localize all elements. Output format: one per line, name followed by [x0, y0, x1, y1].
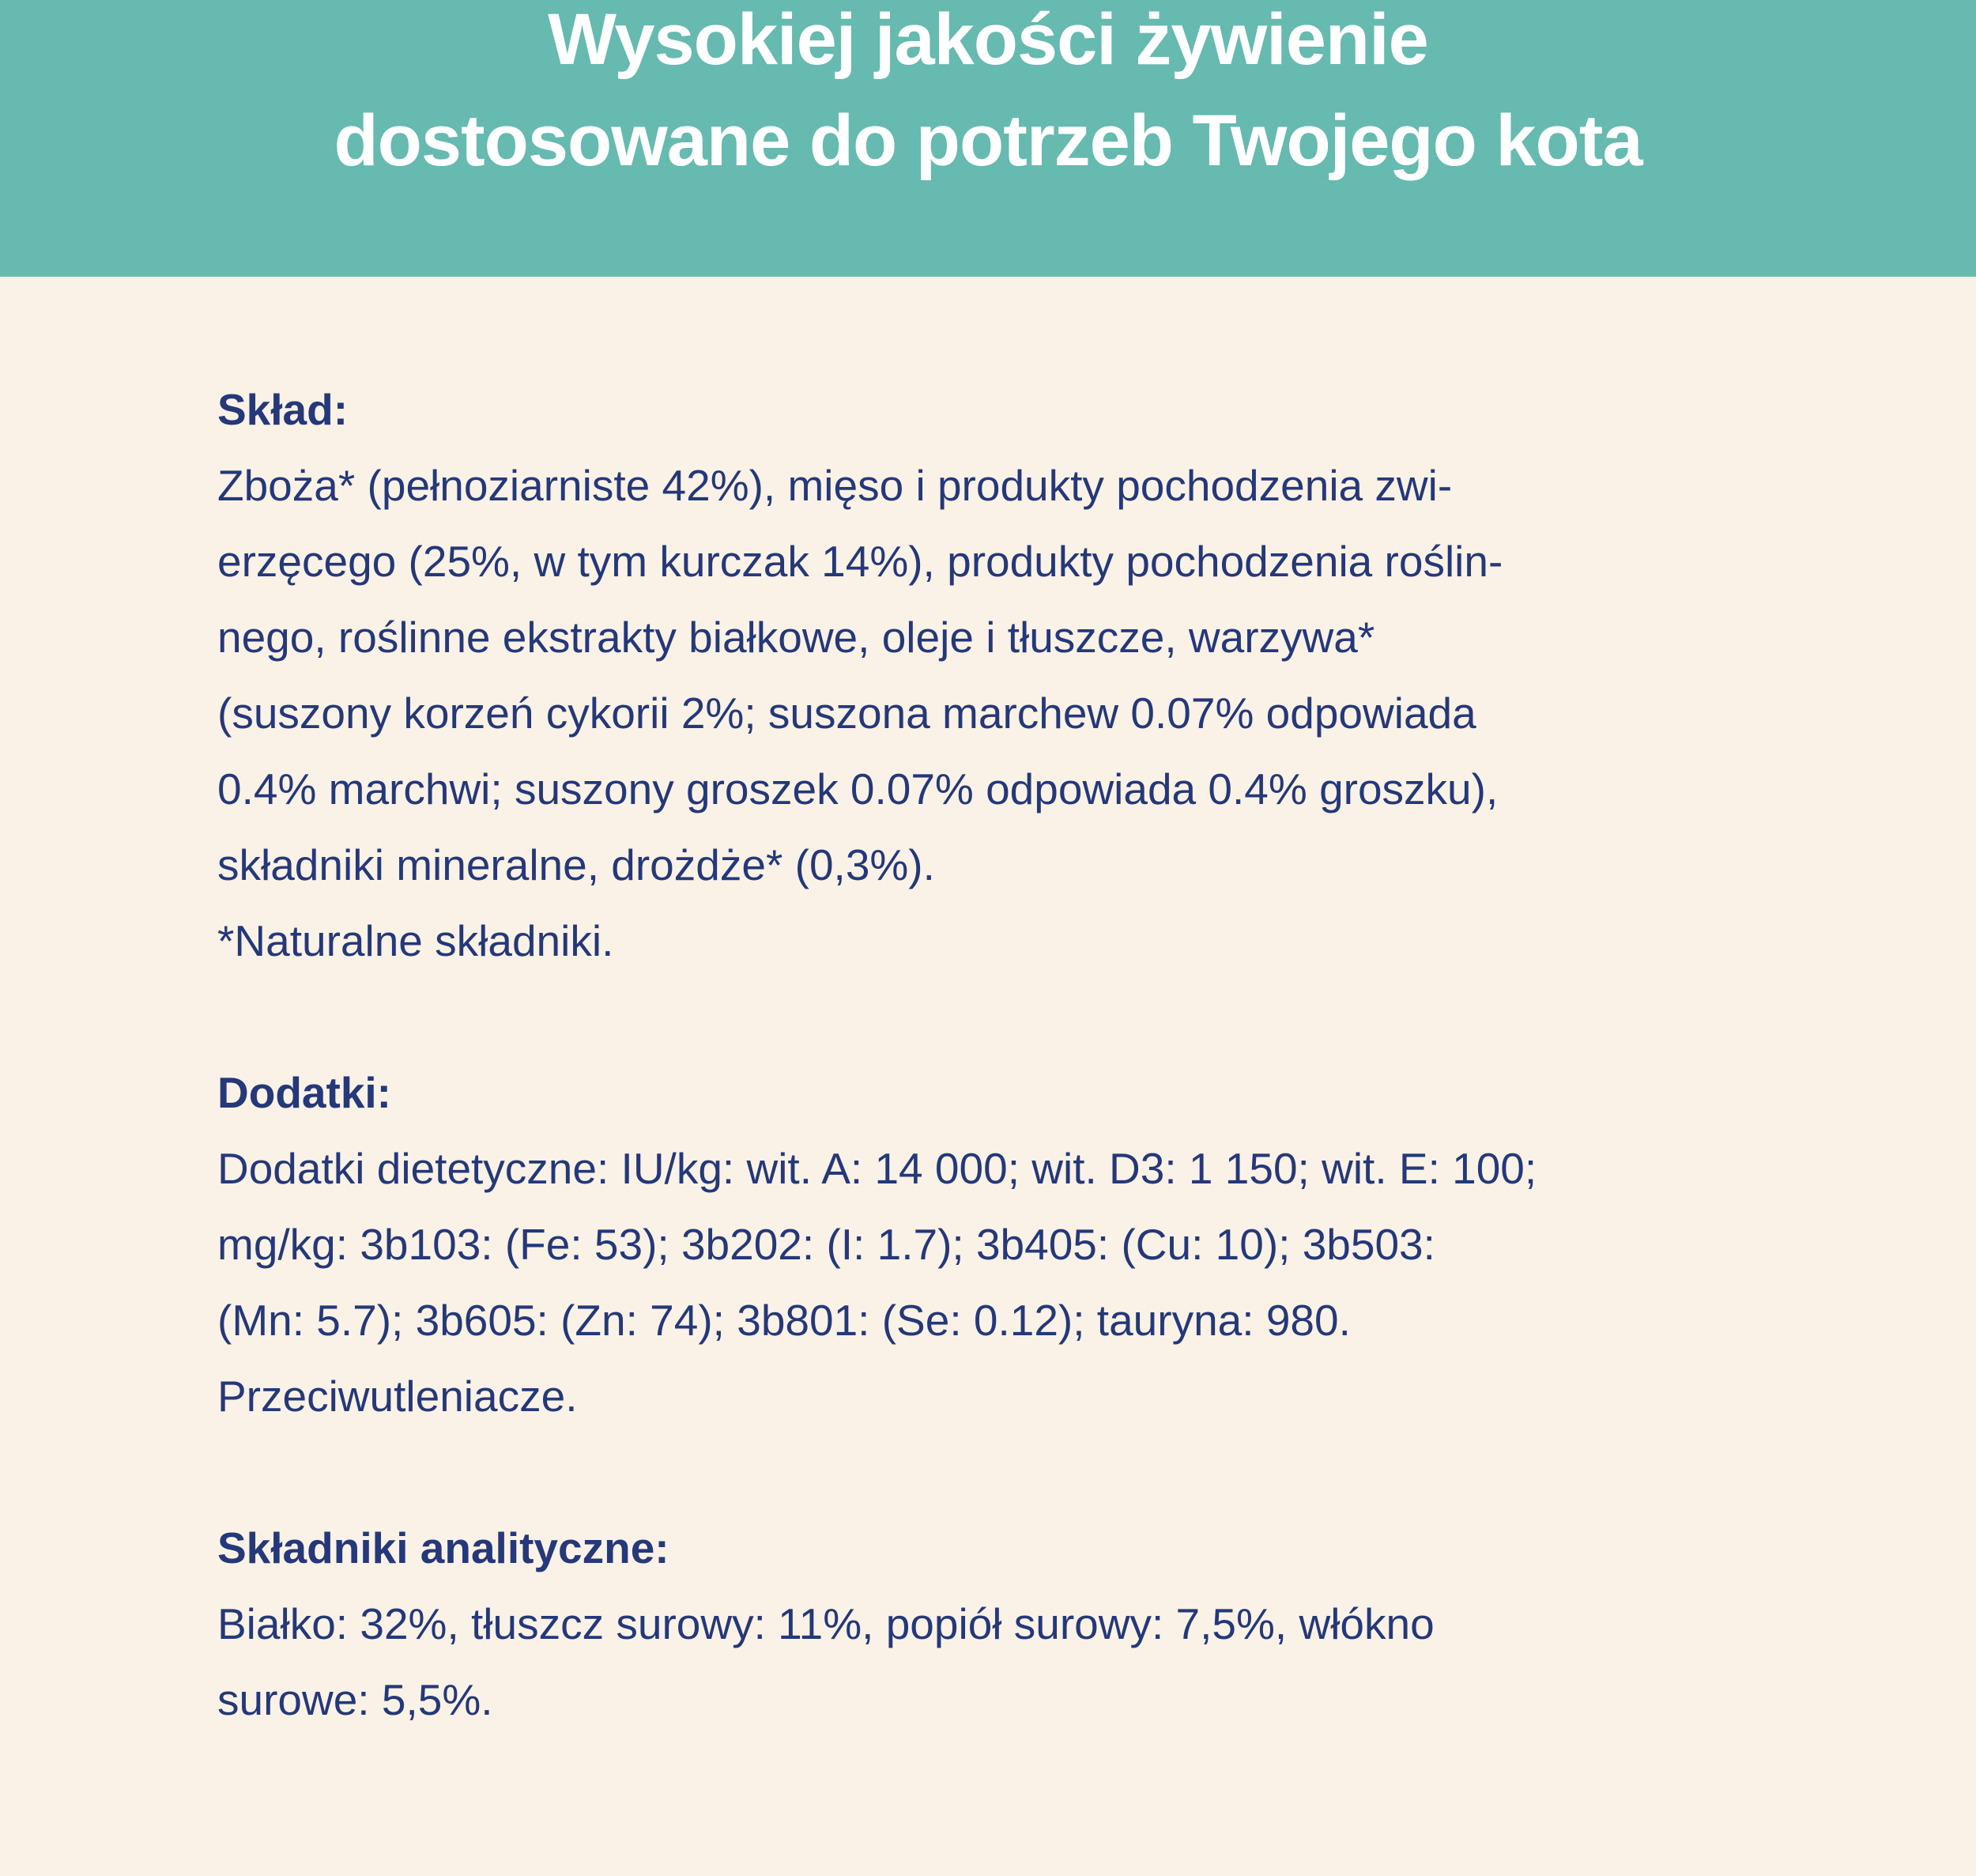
section-sklad	[217, 372, 1814, 979]
text-line: surowe: 5,5%.	[217, 1675, 493, 1724]
text-line: 0.4% marchwi; suszony groszek 0.07% odpowiada 0.4% groszku),	[217, 764, 1499, 813]
text-line: Przeciwutleniacze.	[217, 1372, 578, 1421]
content-area	[217, 372, 1814, 1814]
text-line: erzęcego (25%, w tym kurczak 14%), produkty pochodzenia roślin-	[217, 537, 1503, 586]
section-heading: Dodatki:	[217, 1068, 391, 1117]
header-banner	[0, 0, 1976, 277]
text-line: składniki mineralne, drożdże* (0,3%).	[217, 840, 935, 889]
text-line: Dodatki dietetyczne: IU/kg: wit. A: 14 000; wit. D3: 1 150; wit. E: 100;	[217, 1144, 1537, 1193]
text-line: Białko: 32%, tłuszcz surowy: 11%, popiół surowy: 7,5%, włókno	[217, 1599, 1435, 1648]
title-line: dostosowane do potrzeb Twojego kota	[334, 100, 1642, 181]
text-line: (suszony korzeń cykorii 2%; suszona marchew 0.07% odpowiada	[217, 689, 1476, 738]
text-line: *Naturalne składniki.	[217, 916, 614, 965]
section-heading: Skład:	[217, 385, 349, 434]
text-line: Zboża* (pełnoziarniste 42%), mięso i produkty pochodzenia zwi-	[217, 461, 1453, 510]
text-line: (Mn: 5.7); 3b605: (Zn: 74); 3b801: (Se: 0.12); tauryna: 980.	[217, 1296, 1351, 1345]
section-heading: Składniki analityczne:	[217, 1523, 669, 1572]
section-skladniki-analityczne	[217, 1510, 1814, 1738]
title-line: Wysokiej jakości żywienie	[548, 0, 1428, 80]
text-line: nego, roślinne ekstrakty białkowe, oleje i tłuszcze, warzywa*	[217, 613, 1375, 662]
page-title	[0, 0, 1976, 191]
text-line: mg/kg: 3b103: (Fe: 53); 3b202: (I: 1.7); 3b405: (Cu: 10); 3b503:	[217, 1220, 1435, 1269]
section-dodatki	[217, 1055, 1814, 1434]
